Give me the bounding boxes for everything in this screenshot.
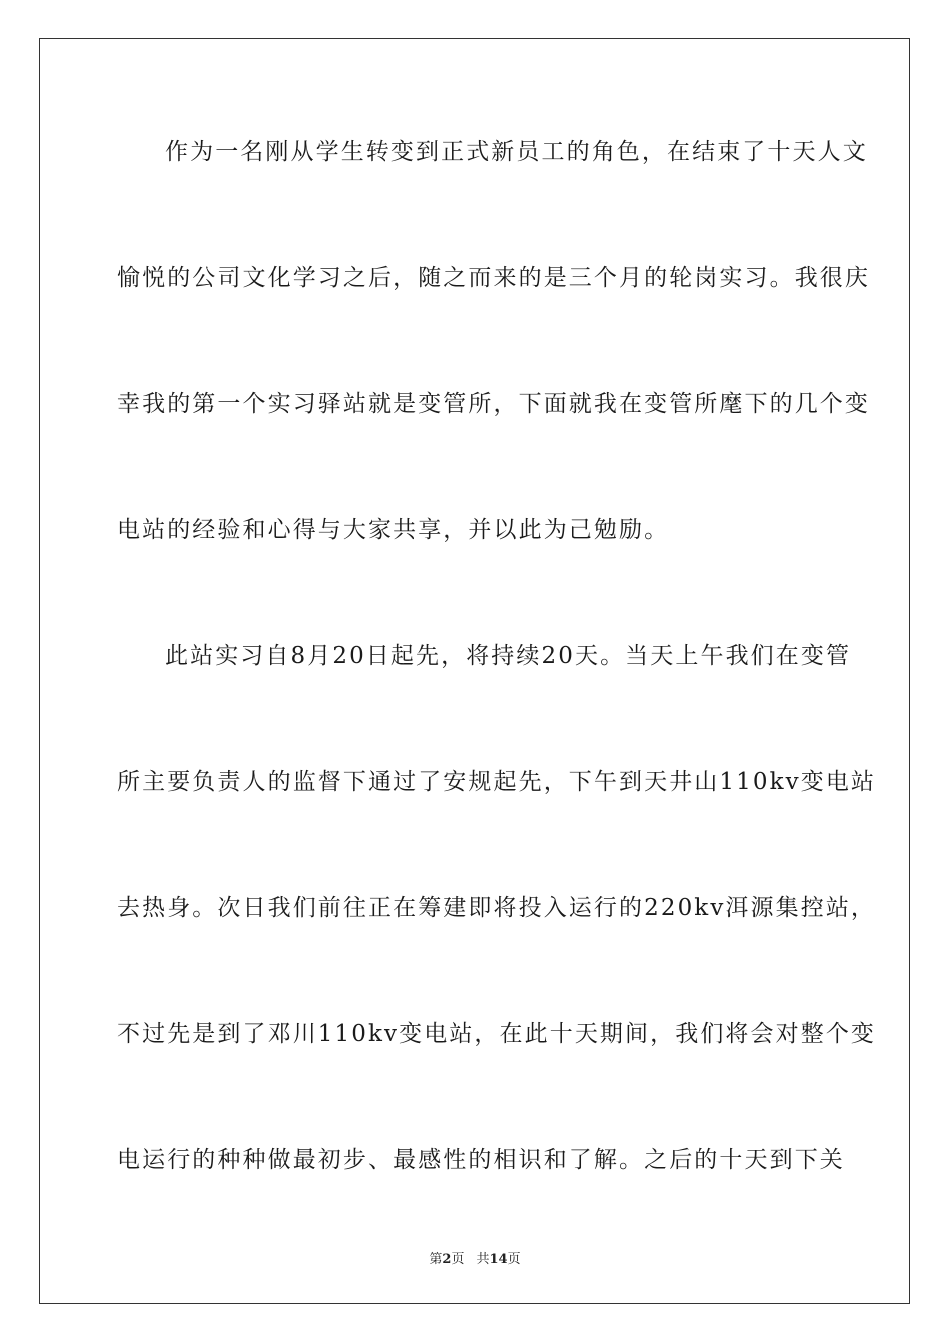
paragraph-2-line-3: 去热身。次日我们前往正在筹建即将投入运行的220kv洱源集控站， xyxy=(117,895,877,921)
total-pages: 14 xyxy=(489,1252,508,1267)
page-footer xyxy=(0,1248,950,1267)
paragraph-2-line-1: 此站实习自8月20日起先，将持续20天。当天上午我们在变管 xyxy=(165,643,852,669)
paragraph-1-line-3: 幸我的第一个实习驿站就是变管所，下面就我在变管所麾下的几个变 xyxy=(117,391,870,417)
page-suffix: 页 xyxy=(451,1252,465,1267)
document-body xyxy=(117,122,877,1256)
total-suffix: 页 xyxy=(507,1252,521,1267)
total-pages-indicator xyxy=(476,1252,520,1267)
total-prefix: 共 xyxy=(476,1252,490,1267)
page-prefix: 第 xyxy=(429,1252,443,1267)
paragraph-2-line-4: 不过先是到了邓川110kv变电站，在此十天期间，我们将会对整个变 xyxy=(117,1021,877,1047)
paragraph-2-line-2: 所主要负责人的监督下通过了安规起先，下午到天井山110kv变电站 xyxy=(117,769,877,795)
page-indicator xyxy=(429,1252,464,1267)
page-number: 2 xyxy=(442,1252,452,1267)
paragraph-2-line-5: 电运行的种种做最初步、最感性的相识和了解。之后的十天到下关 xyxy=(117,1147,845,1173)
paragraph-1-line-2: 愉悦的公司文化学习之后，随之而来的是三个月的轮岗实习。我很庆 xyxy=(117,265,870,291)
paragraph-1-line-1: 作为一名刚从学生转变到正式新员工的角色，在结束了十天人文 xyxy=(165,139,868,165)
paragraph-1-line-4: 电站的经验和心得与大家共享，并以此为己勉励。 xyxy=(117,517,670,543)
